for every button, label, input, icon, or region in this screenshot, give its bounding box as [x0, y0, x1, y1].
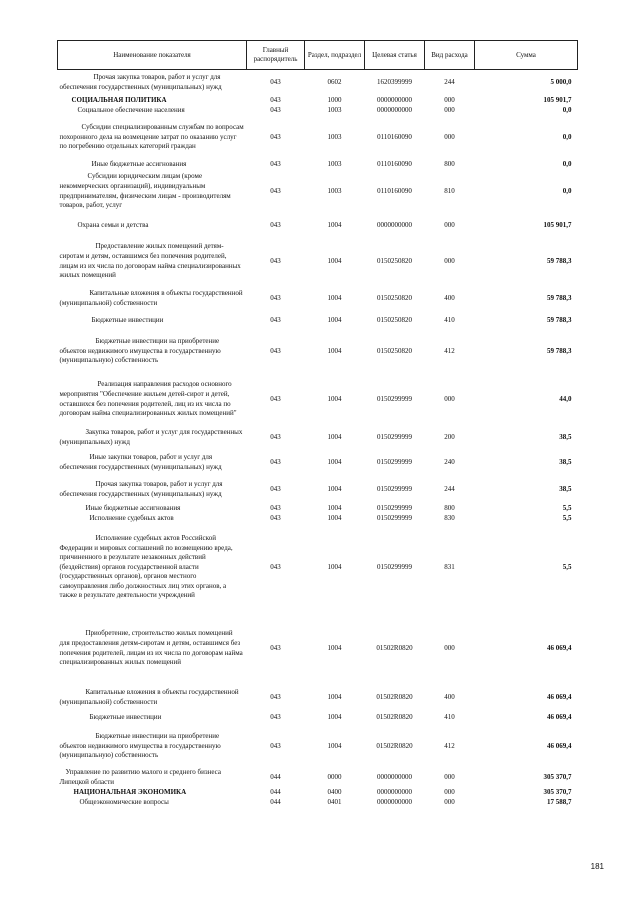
- row-csr: 0150250820: [377, 256, 412, 265]
- budget-table-sheet: [57, 40, 577, 808]
- row-vr: 240: [444, 457, 455, 466]
- row-vr: 800: [444, 503, 455, 512]
- row-razdel: 1004: [327, 741, 342, 750]
- row-name-text: Бюджетные инвестиции: [89, 712, 162, 721]
- row-sum: 5,5: [562, 503, 572, 512]
- row-vr: 400: [444, 692, 455, 701]
- table-header-row: [58, 41, 578, 70]
- row-name-text: Приобретение, строительство жилых помещений для предоставления детям-сиротам и детям, оставшимся без попечения родителей, лицам из их числа по договорам найма специализированных жилых помещений: [59, 629, 243, 667]
- row-glav: 043: [270, 159, 281, 168]
- table-row: [58, 524, 578, 612]
- row-csr: 0150250820: [377, 293, 412, 302]
- row-vr: 000: [444, 132, 455, 141]
- table-row: [58, 214, 578, 238]
- header-razdel: Раздел, подраздел: [305, 41, 365, 70]
- row-glav: 044: [270, 787, 281, 796]
- row-sum: 17 588,7: [547, 797, 572, 806]
- row-razdel: 1004: [327, 394, 342, 403]
- table-row: [58, 476, 578, 504]
- row-razdel: 0602: [327, 77, 342, 86]
- row-name-text: Закупка товаров, работ и услуг для государственных (муниципальных) нужд: [59, 427, 243, 446]
- row-vr: 800: [444, 159, 455, 168]
- row-name-text: Охрана семьи и детства: [77, 220, 149, 229]
- table-row: [58, 238, 578, 286]
- row-vr: 000: [444, 797, 455, 806]
- row-sum: 38,5: [559, 457, 572, 466]
- row-name-text: Бюджетные инвестиции на приобретение объектов недвижимого имущества в государственную (муниципальную) собственность: [59, 337, 221, 365]
- row-sum: 46 069,4: [547, 692, 572, 701]
- row-sum: 5,5: [562, 513, 572, 522]
- row-razdel: 1003: [327, 132, 342, 141]
- row-razdel: 1004: [327, 503, 342, 512]
- table-row: [58, 686, 578, 710]
- budget-table: [57, 40, 578, 808]
- row-vr: 410: [444, 712, 455, 721]
- row-sum: 59 788,3: [547, 256, 572, 265]
- row-name: [58, 214, 247, 238]
- row-vr: 000: [444, 643, 455, 652]
- row-sum: 38,5: [559, 432, 572, 441]
- row-csr: 0150299999: [377, 503, 412, 512]
- row-sum: 0,0: [562, 159, 572, 168]
- row-sum: 105 901,7: [543, 95, 572, 104]
- row-vr: 830: [444, 513, 455, 522]
- row-sum: 5 000,0: [550, 77, 572, 86]
- row-name-text: СОЦИАЛЬНАЯ ПОЛИТИКА: [71, 95, 167, 104]
- row-glav: 043: [270, 503, 281, 512]
- row-name: [58, 106, 247, 116]
- row-name: [58, 612, 247, 686]
- row-csr: 0150299999: [377, 513, 412, 522]
- row-name: [58, 312, 247, 330]
- row-name-text: Предоставление жилых помещений детям-сиротам и детям, оставшимся без попечения родителей, лицам из их числа по договорам найма специализированных жилых помещений: [59, 242, 241, 280]
- row-csr: 0150299999: [377, 432, 412, 441]
- row-razdel: 1004: [327, 692, 342, 701]
- table-row: [58, 312, 578, 330]
- row-name: [58, 426, 247, 450]
- row-name-text: Бюджетные инвестиции на приобретение объектов недвижимого имущества в государственную (муниципальную) собственность: [59, 732, 221, 760]
- row-glav: 043: [270, 457, 281, 466]
- row-glav: 043: [270, 484, 281, 493]
- row-glav: 043: [270, 105, 281, 114]
- row-name-text: Иные закупки товаров, работ и услуг для обеспечения государственных (муниципальных) нужд: [59, 452, 222, 471]
- row-name: [58, 96, 247, 106]
- row-name: [58, 170, 247, 214]
- row-razdel: 1004: [327, 712, 342, 721]
- row-glav: 043: [270, 394, 281, 403]
- row-name: [58, 514, 247, 524]
- row-csr: 0110160090: [377, 159, 412, 168]
- row-vr: 000: [444, 772, 455, 781]
- table-row: [58, 426, 578, 450]
- row-razdel: 1004: [327, 315, 342, 324]
- row-sum: 0,0: [562, 186, 572, 195]
- row-razdel: 1004: [327, 513, 342, 522]
- table-row: [58, 514, 578, 524]
- row-csr: 0000000000: [377, 95, 412, 104]
- table-row: [58, 286, 578, 312]
- table-row: [58, 768, 578, 788]
- row-sum: 0,0: [562, 132, 572, 141]
- row-csr: 0000000000: [377, 797, 412, 806]
- row-name-text: Иные бюджетные ассигнования: [91, 159, 187, 168]
- table-row: [58, 96, 578, 106]
- row-sum: 0,0: [562, 105, 572, 114]
- row-name-text: Капитальные вложения в объекты государственной (муниципальной) собственности: [59, 687, 239, 706]
- row-csr: 01502R0820: [376, 741, 413, 750]
- row-name-text: НАЦИОНАЛЬНАЯ ЭКОНОМИКА: [73, 787, 187, 796]
- table-row: [58, 330, 578, 374]
- row-vr: 412: [444, 346, 455, 355]
- row-csr: 01502R0820: [376, 692, 413, 701]
- row-csr: 0150250820: [377, 346, 412, 355]
- row-name-text: Исполнение судебных актов: [89, 513, 174, 522]
- row-vr: 000: [444, 105, 455, 114]
- row-vr: 412: [444, 741, 455, 750]
- row-razdel: 1003: [327, 159, 342, 168]
- row-razdel: 1004: [327, 220, 342, 229]
- header-glav: Главный распорядитель: [247, 41, 305, 70]
- row-name-text: Исполнение судебных актов Российской Федерации и мировых соглашений по возмещению вреда, причиненного в результате незаконных действий (бездействия) органов государственной власти (государственных органов), органов местного самоуправления либо должностных лиц этих органов, а также в результате деятельности учреждений: [59, 533, 233, 600]
- row-sum: 46 069,4: [547, 643, 572, 652]
- row-name-text: Капитальные вложения в объекты государственной (муниципальной) собственности: [59, 288, 243, 307]
- row-csr: 01502R0820: [376, 643, 413, 652]
- row-sum: 105 901,7: [543, 220, 572, 229]
- row-name: [58, 504, 247, 514]
- row-name: [58, 476, 247, 504]
- row-name-text: Бюджетные инвестиции: [91, 315, 164, 324]
- row-glav: 043: [270, 220, 281, 229]
- row-name-text: Прочая закупка товаров, работ и услуг для обеспечения государственных (муниципальных) нужд: [59, 73, 222, 91]
- row-name-text: Субсидии специализированным службам по вопросам похоронного дела на возмещение затрат по оказанию услуг по погребению отдельных категорий граждан: [59, 123, 244, 151]
- table-row: [58, 106, 578, 116]
- row-name: [58, 726, 247, 768]
- row-vr: 200: [444, 432, 455, 441]
- row-glav: 043: [270, 95, 281, 104]
- table-row: [58, 726, 578, 768]
- table-row: [58, 160, 578, 170]
- row-sum: 5,5: [562, 562, 572, 571]
- row-glav: 043: [270, 77, 281, 86]
- row-glav: 043: [270, 132, 281, 141]
- row-name: [58, 686, 247, 710]
- row-sum: 44,0: [559, 394, 572, 403]
- row-name-text: Общеэкономические вопросы: [79, 797, 169, 806]
- row-vr: 831: [444, 562, 455, 571]
- row-glav: 043: [270, 315, 281, 324]
- row-name: [58, 238, 247, 286]
- row-name-text: Субсидии юридическим лицам (кроме некоммерческих организаций), индивидуальным предпринимателям, физическим лицам - производителям товаров, работ, услуг: [59, 172, 231, 210]
- row-csr: 0000000000: [377, 772, 412, 781]
- row-razdel: 1003: [327, 186, 342, 195]
- row-sum: 46 069,4: [547, 741, 572, 750]
- row-name-text: Реализация направления расходов основного мероприятия "Обеспечение жильем детей-сирот и детей, оставшихся без попечения родителей, лиц из их числа по договорам найма специализированных жилых помещений": [59, 380, 237, 418]
- row-name: [58, 788, 247, 798]
- page-number: 181: [590, 862, 604, 871]
- row-csr: 0150299999: [377, 457, 412, 466]
- row-name: [58, 768, 247, 788]
- row-name: [58, 374, 247, 426]
- row-sum: 305 370,7: [543, 772, 572, 781]
- row-name: [58, 450, 247, 476]
- row-csr: 1620399999: [377, 77, 412, 86]
- row-vr: 000: [444, 256, 455, 265]
- row-csr: 01502R0820: [376, 712, 413, 721]
- row-razdel: 0400: [327, 787, 342, 796]
- row-glav: 043: [270, 562, 281, 571]
- row-glav: 044: [270, 797, 281, 806]
- row-name-text: Иные бюджетные ассигнования: [85, 503, 181, 512]
- table-row: [58, 612, 578, 686]
- row-csr: 0000000000: [377, 787, 412, 796]
- row-name-text: Управление по развитию малого и среднего бизнеса Липецкой области: [59, 767, 221, 786]
- row-csr: 0150299999: [377, 394, 412, 403]
- row-name: [58, 524, 247, 612]
- row-name: [58, 330, 247, 374]
- row-csr: 0000000000: [377, 105, 412, 114]
- row-vr: 244: [444, 77, 455, 86]
- row-name: [58, 286, 247, 312]
- row-glav: 043: [270, 186, 281, 195]
- row-csr: 0000000000: [377, 220, 412, 229]
- row-vr: 000: [444, 787, 455, 796]
- table-row: [58, 170, 578, 214]
- table-row: [58, 504, 578, 514]
- row-vr: 000: [444, 394, 455, 403]
- row-sum: 38,5: [559, 484, 572, 493]
- table-row: [58, 116, 578, 160]
- row-name-text: Прочая закупка товаров, работ и услуг для обеспечения государственных (муниципальных) нужд: [59, 479, 223, 498]
- row-name: [58, 116, 247, 160]
- row-razdel: 1004: [327, 484, 342, 493]
- row-razdel: 1004: [327, 256, 342, 265]
- row-vr: 810: [444, 186, 455, 195]
- row-glav: 043: [270, 712, 281, 721]
- row-sum: 46 069,4: [547, 712, 572, 721]
- row-glav: 044: [270, 772, 281, 781]
- table-body: [58, 70, 578, 808]
- row-razdel: 1004: [327, 293, 342, 302]
- row-razdel: 1004: [327, 346, 342, 355]
- row-name: [58, 160, 247, 170]
- row-csr: 0110160090: [377, 132, 412, 141]
- table-row: [58, 710, 578, 726]
- row-glav: 043: [270, 432, 281, 441]
- row-name: [58, 710, 247, 726]
- row-glav: 043: [270, 741, 281, 750]
- row-vr: 400: [444, 293, 455, 302]
- row-razdel: 1004: [327, 643, 342, 652]
- header-name: Наименование показателя: [58, 41, 247, 70]
- row-csr: 0150299999: [377, 562, 412, 571]
- header-csr: Целевая статья: [365, 41, 425, 70]
- row-name: [58, 798, 247, 808]
- row-sum: 59 788,3: [547, 315, 572, 324]
- row-sum: 305 370,7: [543, 787, 572, 796]
- table-row: [58, 450, 578, 476]
- row-vr: 410: [444, 315, 455, 324]
- row-glav: 043: [270, 256, 281, 265]
- row-glav: 043: [270, 692, 281, 701]
- header-sum: Сумма: [475, 41, 578, 70]
- row-name-text: Социальное обеспечение населения: [77, 105, 185, 114]
- row-razdel: 1004: [327, 432, 342, 441]
- row-sum: 59 788,3: [547, 346, 572, 355]
- row-vr: 000: [444, 95, 455, 104]
- table-row: [58, 798, 578, 808]
- header-vr: Вид расхода: [425, 41, 475, 70]
- row-vr: 244: [444, 484, 455, 493]
- row-razdel: 0000: [327, 772, 342, 781]
- row-glav: 043: [270, 346, 281, 355]
- row-razdel: 1004: [327, 562, 342, 571]
- row-csr: 0150299999: [377, 484, 412, 493]
- row-razdel: 0401: [327, 797, 342, 806]
- row-sum: 59 788,3: [547, 293, 572, 302]
- row-vr: 000: [444, 220, 455, 229]
- row-glav: 043: [270, 643, 281, 652]
- table-row: [58, 374, 578, 426]
- row-razdel: 1004: [327, 457, 342, 466]
- row-glav: 043: [270, 513, 281, 522]
- row-glav: 043: [270, 293, 281, 302]
- row-csr: 0110160090: [377, 186, 412, 195]
- row-csr: 0150250820: [377, 315, 412, 324]
- table-row: [58, 788, 578, 798]
- row-name: [58, 70, 247, 96]
- row-razdel: 1000: [327, 95, 342, 104]
- row-razdel: 1003: [327, 105, 342, 114]
- table-row: [58, 70, 578, 96]
